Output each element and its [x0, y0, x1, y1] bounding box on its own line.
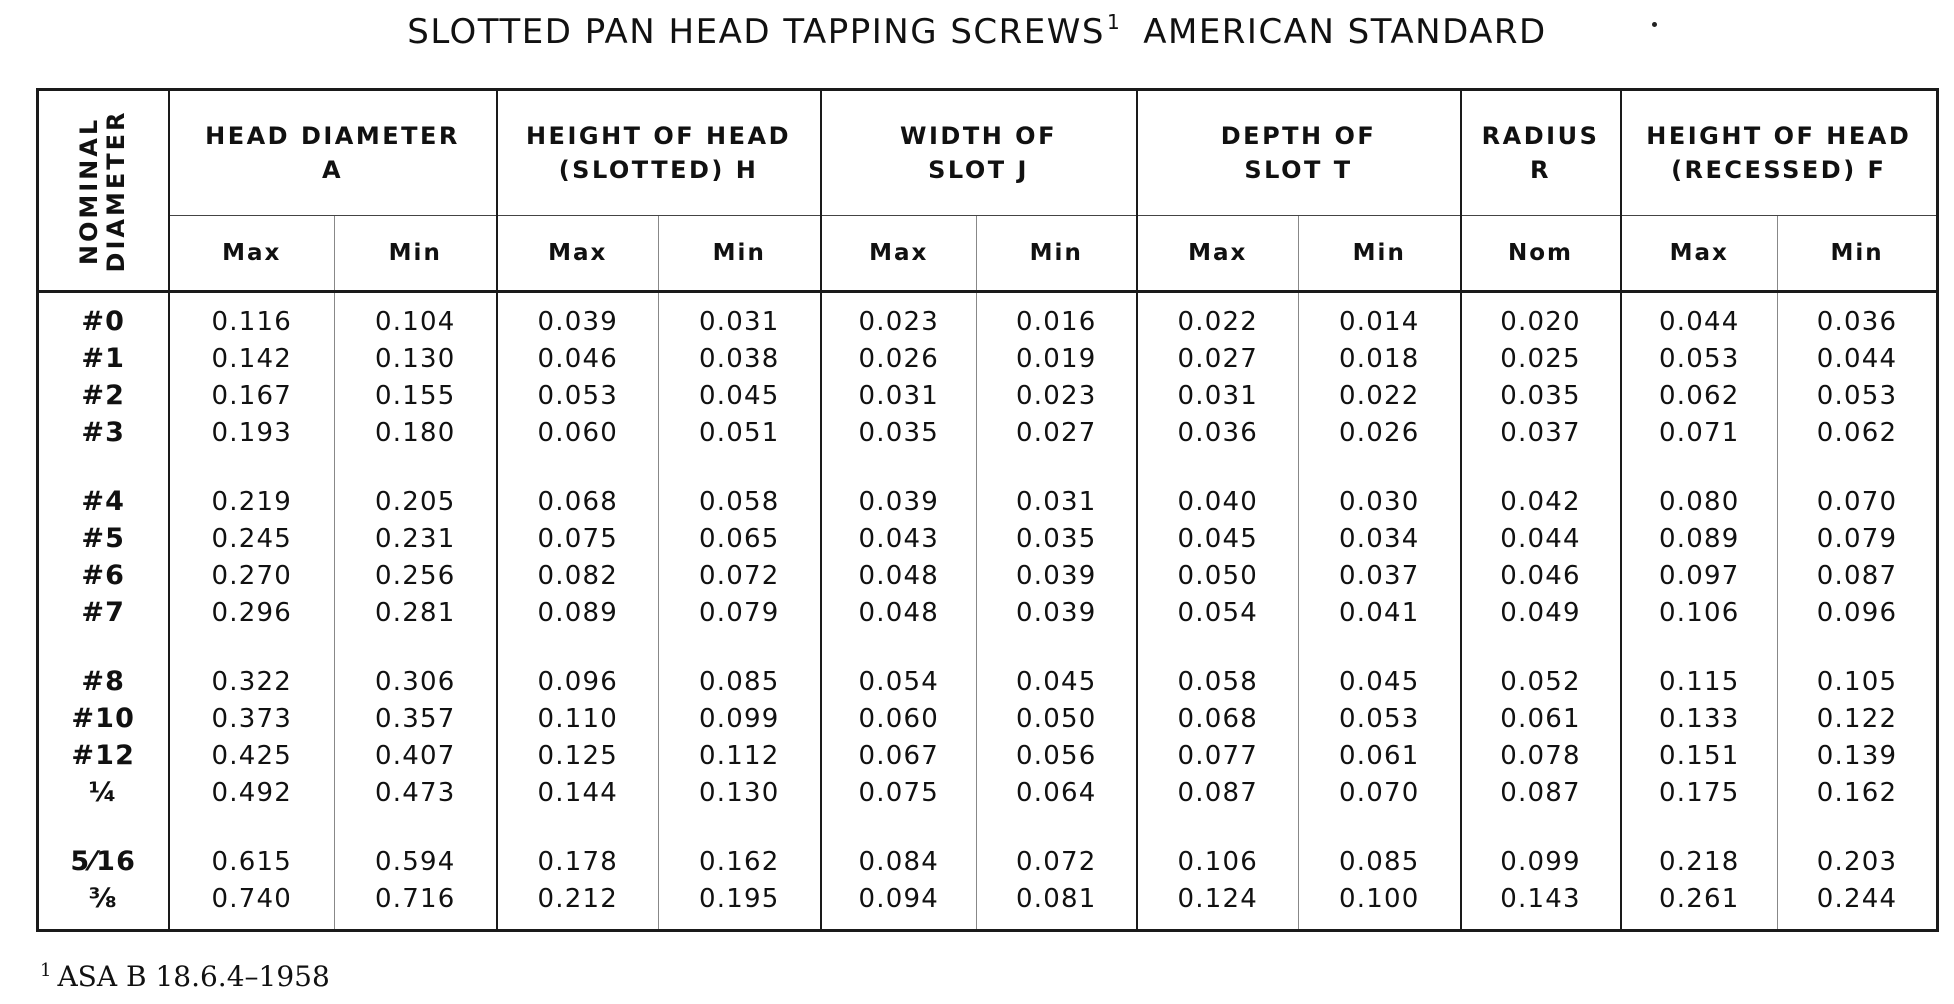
value-cell: 0.195	[659, 880, 821, 931]
nominal-size-cell: #4	[38, 483, 169, 520]
group-header-line1: HEIGHT OF HEAD	[525, 122, 792, 150]
value-cell: 0.068	[1137, 700, 1299, 737]
value-cell: 0.062	[1778, 414, 1938, 451]
value-cell: 0.044	[1778, 340, 1938, 377]
group-spacer-row	[38, 811, 1938, 843]
sub-header-cell: Min	[1299, 216, 1461, 292]
value-cell: 0.244	[1778, 880, 1938, 931]
value-cell: 0.203	[1778, 843, 1938, 880]
value-cell: 0.049	[1461, 594, 1621, 631]
value-cell: 0.296	[169, 594, 335, 631]
value-cell: 0.072	[659, 557, 821, 594]
group-header-line1: DEPTH OF	[1220, 122, 1377, 150]
value-cell: 0.036	[1137, 414, 1299, 451]
value-cell: 0.096	[1778, 594, 1938, 631]
group-header-width-of-slot	[821, 90, 1137, 216]
spacer-cell	[1299, 811, 1461, 843]
value-cell: 0.178	[497, 843, 659, 880]
nominal-size-cell: #10	[38, 700, 169, 737]
value-cell: 0.061	[1299, 737, 1461, 774]
group-header-line2: A	[321, 156, 344, 184]
value-cell: 0.143	[1461, 880, 1621, 931]
footnote-marker: 1	[40, 960, 52, 981]
value-cell: 0.062	[1621, 377, 1778, 414]
group-header-line2: (SLOTTED) H	[558, 156, 759, 184]
spacer-cell	[1778, 451, 1938, 483]
value-cell: 0.022	[1137, 292, 1299, 341]
group-header-line1: WIDTH OF	[900, 122, 1057, 150]
value-cell: 0.045	[1137, 520, 1299, 557]
spacer-cell	[659, 811, 821, 843]
value-cell: 0.106	[1137, 843, 1299, 880]
spacer-cell	[1778, 631, 1938, 663]
value-cell: 0.065	[659, 520, 821, 557]
value-cell: 0.077	[1137, 737, 1299, 774]
value-cell: 0.038	[659, 340, 821, 377]
value-cell: 0.030	[1299, 483, 1461, 520]
value-cell: 0.087	[1461, 774, 1621, 811]
spacer-cell	[335, 631, 497, 663]
value-cell: 0.099	[659, 700, 821, 737]
value-cell: 0.025	[1461, 340, 1621, 377]
value-cell: 0.175	[1621, 774, 1778, 811]
value-cell: 0.085	[1299, 843, 1461, 880]
value-cell: 0.281	[335, 594, 497, 631]
spacer-cell	[38, 631, 169, 663]
value-cell: 0.407	[335, 737, 497, 774]
value-cell: 0.041	[1299, 594, 1461, 631]
value-cell: 0.231	[335, 520, 497, 557]
value-cell: 0.110	[497, 700, 659, 737]
value-cell: 0.473	[335, 774, 497, 811]
value-cell: 0.039	[821, 483, 977, 520]
value-cell: 0.094	[821, 880, 977, 931]
value-cell: 0.261	[1621, 880, 1778, 931]
value-cell: 0.594	[335, 843, 497, 880]
value-cell: 0.115	[1621, 663, 1778, 700]
value-cell: 0.053	[1621, 340, 1778, 377]
sub-header-cell: Min	[977, 216, 1137, 292]
value-cell: 0.122	[1778, 700, 1938, 737]
value-cell: 0.082	[497, 557, 659, 594]
value-cell: 0.060	[497, 414, 659, 451]
value-cell: 0.167	[169, 377, 335, 414]
value-cell: 0.053	[497, 377, 659, 414]
value-cell: 0.072	[977, 843, 1137, 880]
nominal-size-cell: #8	[38, 663, 169, 700]
value-cell: 0.058	[659, 483, 821, 520]
value-cell: 0.139	[1778, 737, 1938, 774]
spacer-cell	[1137, 631, 1299, 663]
value-cell: 0.270	[169, 557, 335, 594]
value-cell: 0.035	[1461, 377, 1621, 414]
value-cell: 0.322	[169, 663, 335, 700]
value-cell: 0.037	[1299, 557, 1461, 594]
spacer-cell	[1621, 631, 1778, 663]
title-main: SLOTTED PAN HEAD TAPPING SCREWS	[407, 12, 1105, 52]
value-cell: 0.034	[1299, 520, 1461, 557]
spec-table	[36, 88, 1939, 932]
sub-header-row	[38, 216, 1938, 292]
value-cell: 0.037	[1461, 414, 1621, 451]
group-header-line2: SLOT J	[928, 156, 1029, 184]
value-cell: 0.016	[977, 292, 1137, 341]
value-cell: 0.070	[1778, 483, 1938, 520]
table-row	[38, 483, 1938, 520]
value-cell: 0.116	[169, 292, 335, 341]
value-cell: 0.023	[821, 292, 977, 341]
sub-header-cell: Min	[1778, 216, 1938, 292]
spacer-cell	[497, 811, 659, 843]
value-cell: 0.245	[169, 520, 335, 557]
value-cell: 0.078	[1461, 737, 1621, 774]
nominal-size-cell: ⅜	[38, 880, 169, 931]
sub-header-cell: Nom	[1461, 216, 1621, 292]
value-cell: 0.081	[977, 880, 1137, 931]
spacer-cell	[821, 811, 977, 843]
group-header-height-slotted	[497, 90, 821, 216]
value-cell: 0.615	[169, 843, 335, 880]
footnote-text: ASA B 18.6.4–1958	[57, 960, 330, 993]
value-cell: 0.018	[1299, 340, 1461, 377]
spacer-cell	[1461, 811, 1621, 843]
sub-header-cell: Max	[821, 216, 977, 292]
value-cell: 0.027	[1137, 340, 1299, 377]
value-cell: 0.031	[821, 377, 977, 414]
sub-header-cell: Max	[497, 216, 659, 292]
spacer-cell	[1778, 811, 1938, 843]
value-cell: 0.425	[169, 737, 335, 774]
value-cell: 0.124	[1137, 880, 1299, 931]
value-cell: 0.087	[1137, 774, 1299, 811]
value-cell: 0.044	[1461, 520, 1621, 557]
spacer-cell	[1137, 451, 1299, 483]
value-cell: 0.036	[1778, 292, 1938, 341]
value-cell: 0.068	[497, 483, 659, 520]
value-cell: 0.046	[497, 340, 659, 377]
value-cell: 0.044	[1621, 292, 1778, 341]
nominal-size-cell: 5⁄16	[38, 843, 169, 880]
value-cell: 0.256	[335, 557, 497, 594]
value-cell: 0.035	[977, 520, 1137, 557]
value-cell: 0.097	[1621, 557, 1778, 594]
value-cell: 0.142	[169, 340, 335, 377]
spacer-cell	[497, 451, 659, 483]
value-cell: 0.022	[1299, 377, 1461, 414]
spacer-cell	[169, 631, 335, 663]
nominal-size-cell: ¼	[38, 774, 169, 811]
value-cell: 0.357	[335, 700, 497, 737]
value-cell: 0.045	[659, 377, 821, 414]
value-cell: 0.053	[1299, 700, 1461, 737]
table-row	[38, 520, 1938, 557]
nominal-size-cell: #5	[38, 520, 169, 557]
value-cell: 0.023	[977, 377, 1137, 414]
value-cell: 0.219	[169, 483, 335, 520]
sub-header-cell: Min	[659, 216, 821, 292]
value-cell: 0.061	[1461, 700, 1621, 737]
value-cell: 0.064	[977, 774, 1137, 811]
value-cell: 0.151	[1621, 737, 1778, 774]
group-header-radius	[1461, 90, 1621, 216]
value-cell: 0.048	[821, 594, 977, 631]
value-cell: 0.058	[1137, 663, 1299, 700]
value-cell: 0.026	[821, 340, 977, 377]
value-cell: 0.070	[1299, 774, 1461, 811]
value-cell: 0.079	[1778, 520, 1938, 557]
value-cell: 0.031	[659, 292, 821, 341]
value-cell: 0.085	[659, 663, 821, 700]
value-cell: 0.716	[335, 880, 497, 931]
spacer-cell	[1299, 451, 1461, 483]
value-cell: 0.046	[1461, 557, 1621, 594]
group-header-line1: HEAD DIAMETER	[205, 122, 460, 150]
value-cell: 0.043	[821, 520, 977, 557]
value-cell: 0.067	[821, 737, 977, 774]
value-cell: 0.020	[1461, 292, 1621, 341]
group-spacer-row	[38, 451, 1938, 483]
value-cell: 0.180	[335, 414, 497, 451]
value-cell: 0.014	[1299, 292, 1461, 341]
nominal-size-cell: #0	[38, 292, 169, 341]
nominal-size-cell: #7	[38, 594, 169, 631]
value-cell: 0.100	[1299, 880, 1461, 931]
table-row	[38, 557, 1938, 594]
value-cell: 0.084	[821, 843, 977, 880]
value-cell: 0.031	[977, 483, 1137, 520]
spacer-cell	[1461, 631, 1621, 663]
value-cell: 0.075	[821, 774, 977, 811]
nominal-size-cell: #6	[38, 557, 169, 594]
spacer-cell	[1621, 811, 1778, 843]
value-cell: 0.155	[335, 377, 497, 414]
value-cell: 0.039	[497, 292, 659, 341]
nominal-size-cell: #1	[38, 340, 169, 377]
sub-header-cell: Max	[1621, 216, 1778, 292]
table-row	[38, 414, 1938, 451]
value-cell: 0.106	[1621, 594, 1778, 631]
value-cell: 0.031	[1137, 377, 1299, 414]
spacer-cell	[1621, 451, 1778, 483]
nominal-label-line2: DIAMETER	[102, 109, 131, 272]
value-cell: 0.050	[1137, 557, 1299, 594]
value-cell: 0.373	[169, 700, 335, 737]
table-row	[38, 843, 1938, 880]
group-header-head-diameter	[169, 90, 497, 216]
value-cell: 0.096	[497, 663, 659, 700]
group-header-height-recessed	[1621, 90, 1938, 216]
value-cell: 0.125	[497, 737, 659, 774]
table-row	[38, 377, 1938, 414]
spacer-cell	[977, 631, 1137, 663]
sub-header-cell: Max	[1137, 216, 1299, 292]
spec-table-wrapper	[36, 88, 1936, 932]
value-cell: 0.075	[497, 520, 659, 557]
page-title	[0, 10, 1954, 52]
table-row	[38, 737, 1938, 774]
table-row	[38, 774, 1938, 811]
value-cell: 0.053	[1778, 377, 1938, 414]
value-cell: 0.144	[497, 774, 659, 811]
group-header-line2: SLOT T	[1244, 156, 1353, 184]
value-cell: 0.071	[1621, 414, 1778, 451]
sub-header-cell: Max	[169, 216, 335, 292]
value-cell: 0.205	[335, 483, 497, 520]
spacer-cell	[659, 631, 821, 663]
group-header-line1: HEIGHT OF HEAD	[1646, 122, 1912, 150]
value-cell: 0.130	[659, 774, 821, 811]
spacer-cell	[335, 451, 497, 483]
value-cell: 0.105	[1778, 663, 1938, 700]
value-cell: 0.045	[1299, 663, 1461, 700]
nominal-size-cell: #3	[38, 414, 169, 451]
value-cell: 0.492	[169, 774, 335, 811]
table-row	[38, 594, 1938, 631]
spacer-cell	[38, 451, 169, 483]
spacer-cell	[659, 451, 821, 483]
value-cell: 0.054	[1137, 594, 1299, 631]
group-header-line2: (RECESSED) F	[1671, 156, 1887, 184]
table-row	[38, 292, 1938, 341]
footnote	[40, 960, 330, 993]
value-cell: 0.089	[497, 594, 659, 631]
spacer-cell	[1461, 451, 1621, 483]
title-footnote-marker: 1	[1106, 10, 1122, 34]
table-row	[38, 880, 1938, 931]
value-cell: 0.019	[977, 340, 1137, 377]
value-cell: 0.162	[659, 843, 821, 880]
table-body	[38, 292, 1938, 931]
nominal-label-line1: NOMINAL	[75, 116, 104, 265]
value-cell: 0.039	[977, 594, 1137, 631]
nominal-diameter-header	[38, 90, 169, 292]
spacer-cell	[821, 451, 977, 483]
value-cell: 0.133	[1621, 700, 1778, 737]
value-cell: 0.099	[1461, 843, 1621, 880]
spacer-cell	[1299, 631, 1461, 663]
value-cell: 0.039	[977, 557, 1137, 594]
group-header-depth-of-slot	[1137, 90, 1461, 216]
value-cell: 0.050	[977, 700, 1137, 737]
value-cell: 0.193	[169, 414, 335, 451]
value-cell: 0.087	[1778, 557, 1938, 594]
value-cell: 0.112	[659, 737, 821, 774]
group-spacer-row	[38, 631, 1938, 663]
table-row	[38, 340, 1938, 377]
sub-header-cell: Min	[335, 216, 497, 292]
nominal-size-cell: #12	[38, 737, 169, 774]
spacer-cell	[169, 811, 335, 843]
value-cell: 0.162	[1778, 774, 1938, 811]
value-cell: 0.048	[821, 557, 977, 594]
nominal-size-cell: #2	[38, 377, 169, 414]
value-cell: 0.306	[335, 663, 497, 700]
value-cell: 0.089	[1621, 520, 1778, 557]
value-cell: 0.104	[335, 292, 497, 341]
value-cell: 0.740	[169, 880, 335, 931]
spacer-cell	[335, 811, 497, 843]
value-cell: 0.060	[821, 700, 977, 737]
value-cell: 0.051	[659, 414, 821, 451]
value-cell: 0.045	[977, 663, 1137, 700]
scan-speck	[1652, 22, 1657, 27]
spacer-cell	[38, 811, 169, 843]
value-cell: 0.035	[821, 414, 977, 451]
table-row	[38, 700, 1938, 737]
spacer-cell	[977, 451, 1137, 483]
group-header-line2: R	[1530, 156, 1551, 184]
value-cell: 0.212	[497, 880, 659, 931]
value-cell: 0.054	[821, 663, 977, 700]
value-cell: 0.052	[1461, 663, 1621, 700]
spacer-cell	[977, 811, 1137, 843]
value-cell: 0.040	[1137, 483, 1299, 520]
value-cell: 0.027	[977, 414, 1137, 451]
table-row	[38, 663, 1938, 700]
group-header-line1: RADIUS	[1481, 122, 1600, 150]
value-cell: 0.130	[335, 340, 497, 377]
value-cell: 0.026	[1299, 414, 1461, 451]
spacer-cell	[169, 451, 335, 483]
spacer-cell	[1137, 811, 1299, 843]
value-cell: 0.056	[977, 737, 1137, 774]
value-cell: 0.042	[1461, 483, 1621, 520]
title-standard: AMERICAN STANDARD	[1143, 12, 1547, 52]
spacer-cell	[821, 631, 977, 663]
group-header-row	[38, 90, 1938, 216]
value-cell: 0.080	[1621, 483, 1778, 520]
value-cell: 0.218	[1621, 843, 1778, 880]
spacer-cell	[497, 631, 659, 663]
value-cell: 0.079	[659, 594, 821, 631]
